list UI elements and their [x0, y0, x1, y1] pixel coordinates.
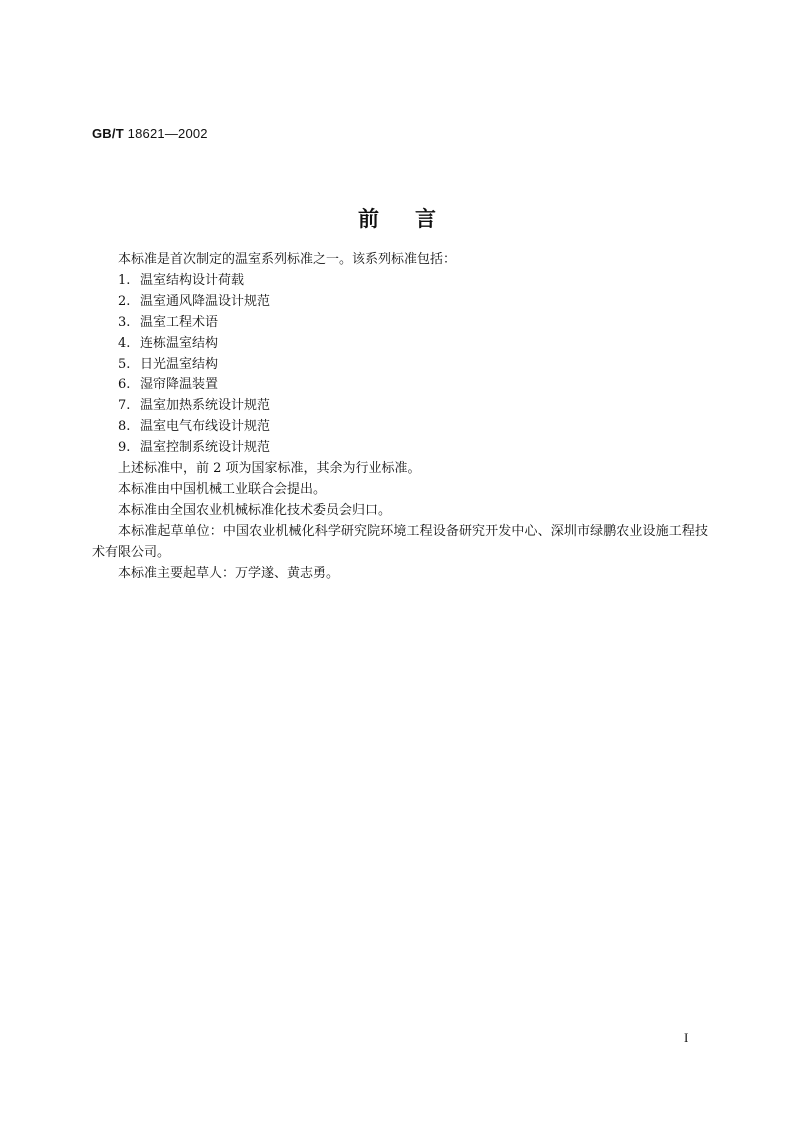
list-item-number: 7.	[118, 398, 131, 414]
proposer-paragraph: 本标准由中国机械工业联合会提出。	[118, 481, 327, 497]
list-item-number: 5.	[118, 356, 131, 372]
list-item-text: 温室结构设计荷载	[140, 272, 245, 288]
list-item	[92, 355, 708, 376]
list-item-number: 3.	[118, 314, 131, 330]
list-item-text: 湿帘降温装置	[140, 377, 219, 393]
intro-paragraph: 本标准是首次制定的温室系列标准之一。该系列标准包括：	[118, 252, 457, 267]
list-item	[92, 334, 708, 355]
list-item-text: 连栋温室结构	[140, 335, 219, 351]
list-item	[92, 375, 708, 396]
centralizer-paragraph: 本标准由全国农业机械标准化技术委员会归口。	[118, 502, 392, 518]
list-item	[92, 417, 708, 438]
list-item	[92, 292, 708, 313]
page-title: 前言	[358, 207, 472, 231]
list-item	[92, 396, 708, 417]
standard-prefix: GB/T	[92, 126, 124, 141]
list-item-text: 温室通风降温设计规范	[140, 293, 271, 309]
list-item-text: 日光温室结构	[140, 356, 219, 372]
page-number: I	[684, 1030, 689, 1045]
list-item-number: 9.	[118, 440, 131, 456]
list-item	[92, 438, 708, 459]
list-item-number: 6.	[118, 377, 131, 393]
drafters-paragraph: 本标准主要起草人：万学遂、黄志勇。	[118, 565, 340, 581]
standard-number: 18621—2002	[127, 126, 208, 141]
list-item-text: 温室电气布线设计规范	[140, 419, 271, 435]
list-item-text: 温室工程术语	[140, 314, 219, 330]
standard-code	[92, 126, 208, 141]
list-item	[92, 271, 708, 292]
list-item-number: 4.	[118, 335, 131, 351]
standards-list	[92, 271, 708, 459]
list-item-text: 温室控制系统设计规范	[140, 440, 271, 456]
list-item	[92, 313, 708, 334]
national-standard-note: 上述标准中，前 2 项为国家标准，其余为行业标准。	[118, 461, 421, 477]
drafting-units-paragraph: 本标准起草单位：中国农业机械化科学研究院环境工程设备研究开发中心、深圳市绿鹏农业设施工程技术有限公司。	[92, 523, 708, 560]
list-item-text: 温室加热系统设计规范	[140, 398, 271, 414]
list-item-number: 1.	[118, 272, 131, 288]
list-item-number: 2.	[118, 293, 131, 309]
list-item-number: 8.	[118, 419, 131, 435]
document-body	[92, 250, 708, 585]
